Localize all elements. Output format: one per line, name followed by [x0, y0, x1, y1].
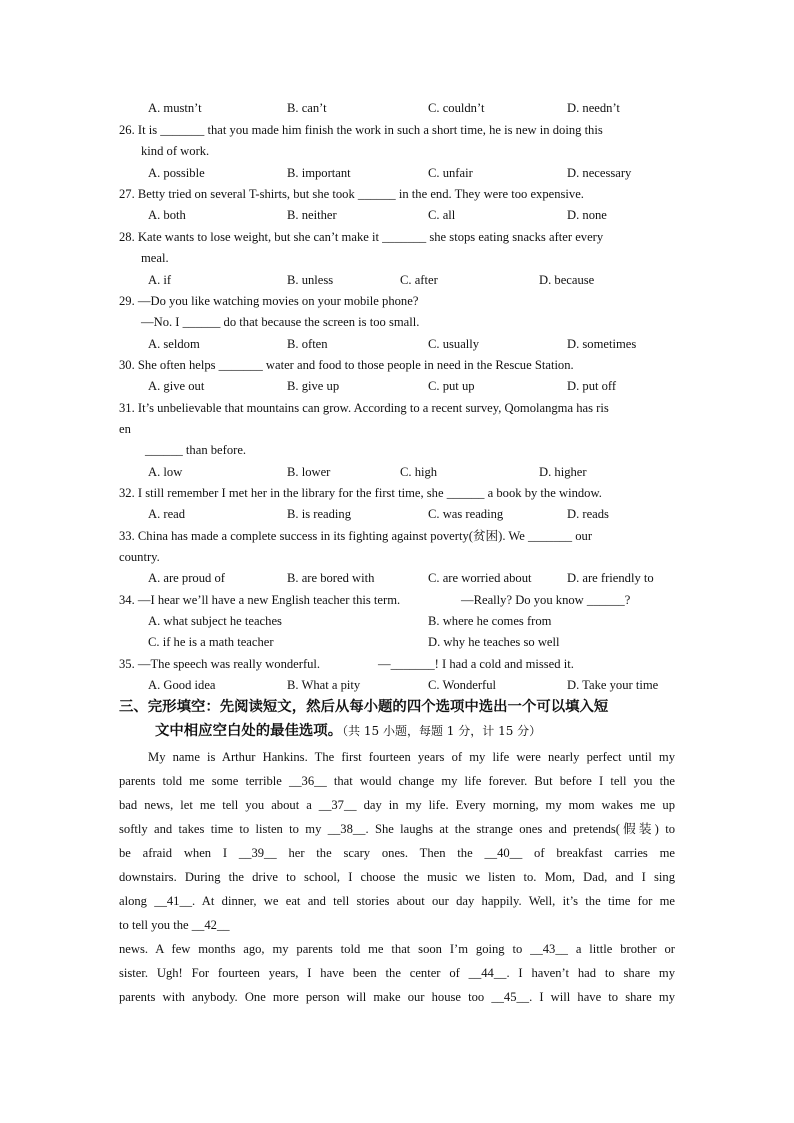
passage-line-10: sister. Ugh! For fourteen years, I have been the center of __44__. I haven’t had to share my: [119, 966, 675, 980]
q33-option-d: D. are friendly to: [567, 571, 654, 585]
q29-stem: 29. —Do you like watching movies on your mobile phone?: [119, 294, 419, 308]
q29-option-c: C. usually: [428, 337, 480, 351]
q31-stem: 31. It’s unbelievable that mountains can grow. According to a recent survey, Qomolangma has ris: [119, 401, 609, 415]
q33-option-a: A. are proud of: [148, 571, 225, 585]
passage-line-3: bad news, let me tell you about a __37__ day in my life. Every morning, my mom wakes me up: [119, 798, 675, 812]
q35-option-a: A. Good idea: [148, 678, 216, 692]
q25-option-a: A. mustn’t: [148, 101, 202, 115]
q31-stem-cont: en: [119, 422, 131, 436]
q34-option-d: D. why he teaches so well: [428, 635, 560, 649]
q33-stem-cont: country.: [119, 550, 160, 564]
q31-stem-blank-line: ______ than before.: [145, 443, 247, 457]
q30-stem: 30. She often helps _______ water and food to those people in need in the Rescue Station.: [119, 358, 574, 372]
passage-line-4: softly and takes time to listen to my __38__. She laughs at the strange ones and pretends(假装) to: [119, 822, 675, 836]
q26-stem-cont: kind of work.: [141, 144, 210, 158]
q26-option-d: D. necessary: [567, 166, 632, 180]
q29-stem-cont: —No. I ______ do that because the screen is too small.: [141, 315, 420, 329]
passage-line-2: parents told me some terrible __36__ that would change my life forever. But before I tell you the: [119, 774, 675, 788]
q33-option-c: C. are worried about: [428, 571, 532, 585]
section-3-heading: 三、完形填空：先阅读短文，然后从每小题的四个选项中选出一个可以填入短: [119, 699, 609, 715]
q27-option-d: D. none: [567, 208, 607, 222]
q29-option-d: D. sometimes: [567, 337, 637, 351]
passage-line-11: parents with anybody. One more person will make our house too __45__. I will have to share my: [119, 990, 675, 1004]
passage-line-7: along __41__. At dinner, we eat and tell stories about our day happily. Well, it’s the time for me: [119, 894, 675, 908]
passage-line-9: news. A few months ago, my parents told me that soon I’m going to __43__ a little brother or: [119, 942, 675, 956]
passage-line-1: My name is Arthur Hankins. The first fourteen years of my life were nearly perfect until my: [148, 750, 675, 764]
q30-option-c: C. put up: [428, 379, 475, 393]
q33-option-b: B. are bored with: [287, 571, 375, 585]
q28-option-d: D. because: [539, 273, 595, 287]
q34-option-b: B. where he comes from: [428, 614, 552, 628]
q27-stem: 27. Betty tried on several T-shirts, but she took ______ in the end. They were too expensive.: [119, 187, 584, 201]
q28-option-c: C. after: [400, 273, 438, 287]
q35-option-c: C. Wonderful: [428, 678, 497, 692]
q25-option-b: B. can’t: [287, 101, 327, 115]
q34-option-c: C. if he is a math teacher: [148, 635, 274, 649]
q35-stem-speaker-b: —_______! I had a cold and missed it.: [378, 657, 574, 671]
q25-option-c: C. couldn’t: [428, 101, 485, 115]
q28-option-a: A. if: [148, 273, 172, 287]
q30-option-d: D. put off: [567, 379, 617, 393]
q32-option-d: D. reads: [567, 507, 609, 521]
q27-option-a: A. both: [148, 208, 186, 222]
q28-stem-cont: meal.: [141, 251, 169, 265]
q32-option-c: C. was reading: [428, 507, 504, 521]
q28-option-b: B. unless: [287, 273, 334, 287]
q35-option-b: B. What a pity: [287, 678, 361, 692]
q32-stem: 32. I still remember I met her in the library for the first time, she ______ a book by the window.: [119, 486, 602, 500]
q30-option-a: A. give out: [148, 379, 205, 393]
q26-option-b: B. important: [287, 166, 351, 180]
passage-line-6: downstairs. During the drive to school, I choose the music we listen to. Mom, Dad, and I sing: [119, 870, 675, 884]
section-3-note: （共 15 小题，每题 1 分，计 15 分）: [342, 724, 542, 738]
q34-stem-speaker-a: 34. —I hear we’ll have a new English teacher this term.: [119, 593, 401, 607]
q29-option-b: B. often: [287, 337, 328, 351]
q26-option-a: A. possible: [148, 166, 205, 180]
q33-stem: 33. China has made a complete success in its fighting against poverty(贫困). We _______ our: [119, 529, 593, 543]
q26-option-c: C. unfair: [428, 166, 473, 180]
q25-option-d: D. needn’t: [567, 101, 620, 115]
q35-option-d: D. Take your time: [567, 678, 659, 692]
section-3-heading-line2: 文中相应空白处的最佳选项。: [155, 723, 343, 739]
section-3-heading-cont: [155, 722, 541, 740]
q26-stem: 26. It is _______ that you made him finish the work in such a short time, he is new in doing this: [119, 123, 603, 137]
q31-option-d: D. higher: [539, 465, 587, 479]
q32-option-b: B. is reading: [287, 507, 352, 521]
q30-option-b: B. give up: [287, 379, 340, 393]
q31-option-a: A. low: [148, 465, 183, 479]
q27-option-b: B. neither: [287, 208, 337, 222]
q35-stem-speaker-a: 35. —The speech was really wonderful.: [119, 657, 321, 671]
q28-stem: 28. Kate wants to lose weight, but she can’t make it _______ she stops eating snacks after every: [119, 230, 604, 244]
q34-option-a: A. what subject he teaches: [148, 614, 282, 628]
q27-option-c: C. all: [428, 208, 456, 222]
passage-line-8: to tell you the __42__: [119, 918, 230, 932]
q31-option-c: C. high: [400, 465, 438, 479]
q29-option-a: A. seldom: [148, 337, 200, 351]
q31-option-b: B. lower: [287, 465, 331, 479]
q32-option-a: A. read: [148, 507, 186, 521]
passage-line-5: be afraid when I __39__ her the scary ones. Then the __40__ of breakfast carries me: [119, 846, 675, 860]
q34-stem-speaker-b: —Really? Do you know ______?: [461, 593, 631, 607]
